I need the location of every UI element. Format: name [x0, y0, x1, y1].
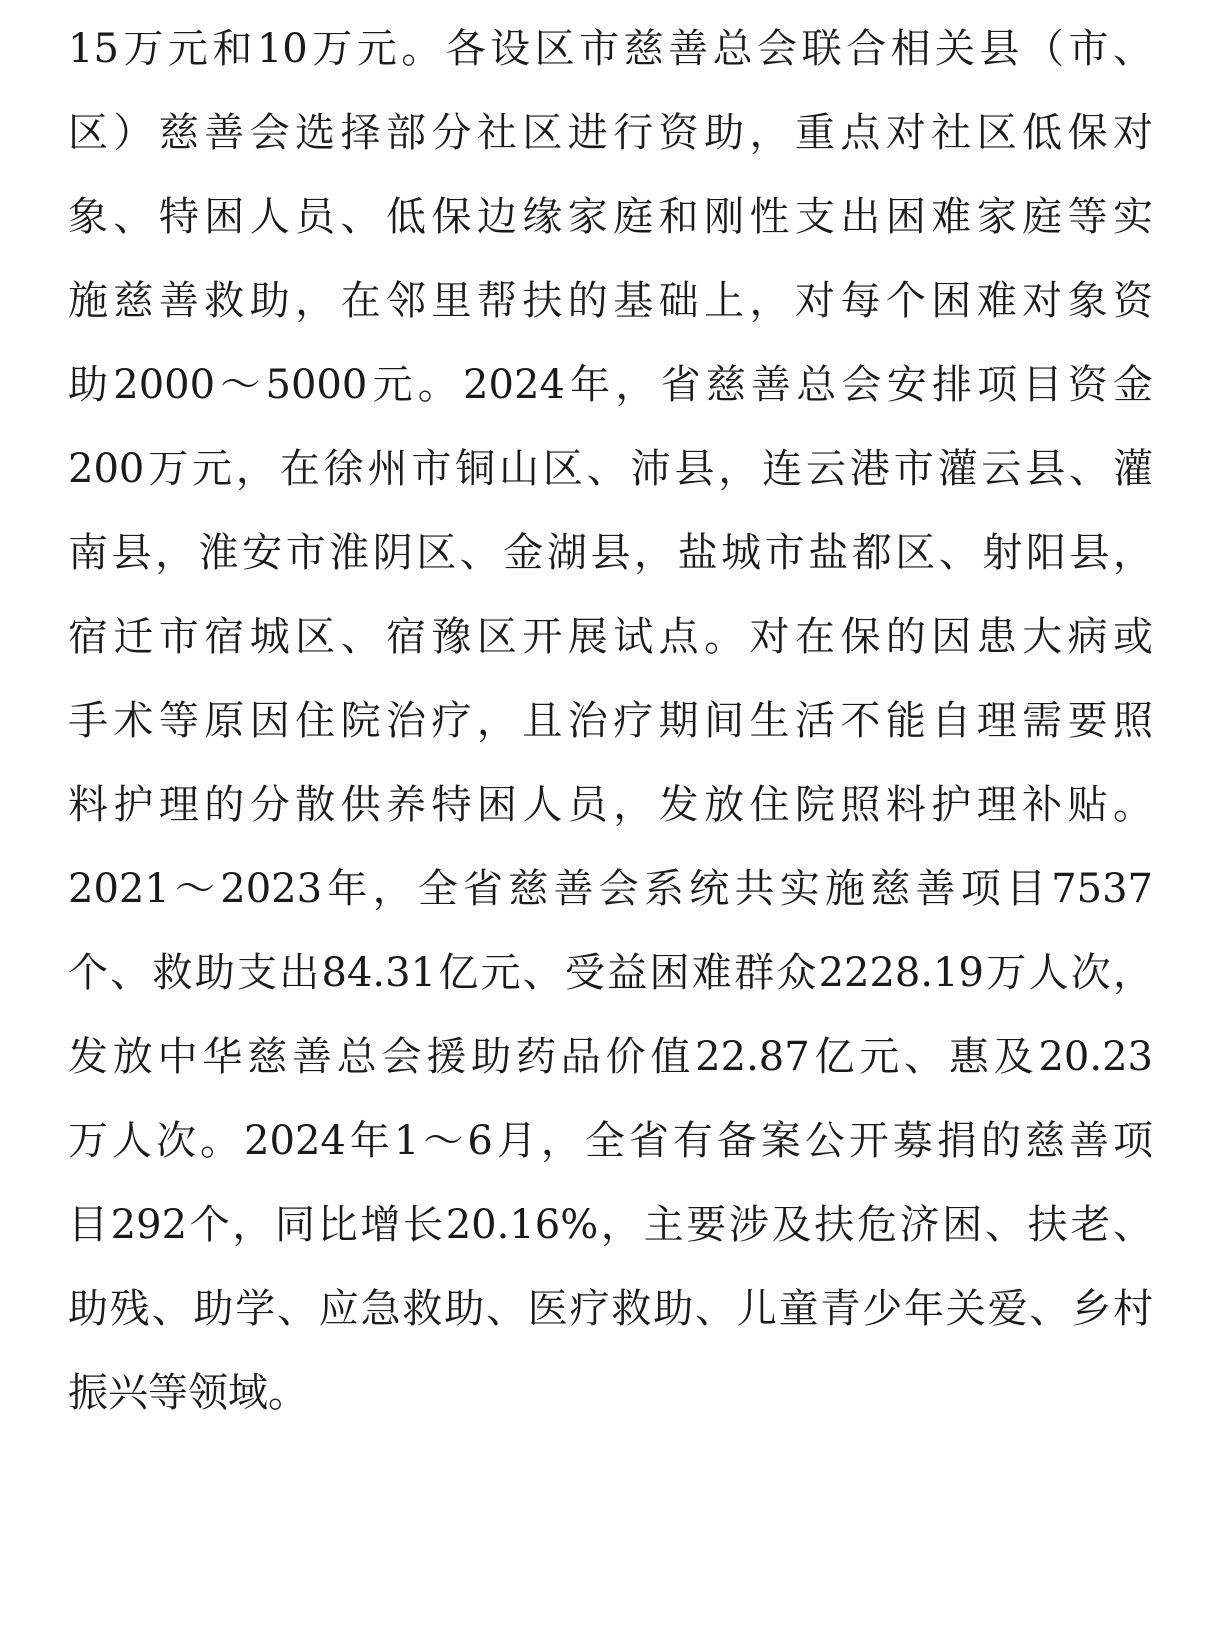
text-line: 施慈善救助，在邻里帮扶的基础上，对每个困难对象资: [68, 278, 1153, 324]
text-line: 助残、助学、应急救助、医疗救助、儿童青少年关爱、乡村: [68, 1286, 1153, 1332]
text-line: 目292个，同比增长20.16%，主要涉及扶危济困、扶老、: [68, 1202, 1153, 1248]
text-line: 料护理的分散供养特困人员，发放住院照料护理补贴。: [68, 782, 1153, 828]
text-line: 手术等原因住院治疗，且治疗期间生活不能自理需要照: [68, 698, 1153, 744]
text-line: 个、救助支出84.31亿元、受益困难群众2228.19万人次，: [68, 950, 1153, 996]
text-line: 发放中华慈善总会援助药品价值22.87亿元、惠及20.23: [68, 1034, 1153, 1080]
text-line: 200万元，在徐州市铜山区、沛县，连云港市灌云县、灌: [68, 446, 1153, 492]
text-line: 象、特困人员、低保边缘家庭和刚性支出困难家庭等实: [68, 194, 1153, 240]
text-line: 2021～2023年，全省慈善会系统共实施慈善项目7537: [68, 866, 1153, 912]
text-line: 区）慈善会选择部分社区进行资助，重点对社区低保对: [68, 110, 1153, 156]
text-line: 振兴等领域。: [68, 1370, 308, 1416]
text-line: 助2000～5000元。2024年，省慈善总会安排项目资金: [68, 362, 1153, 408]
text-line: 南县，淮安市淮阴区、金湖县，盐城市盐都区、射阳县，: [68, 530, 1153, 576]
text-line: 万人次。2024年1～6月，全省有备案公开募捐的慈善项: [68, 1118, 1153, 1164]
text-line: 宿迁市宿城区、宿豫区开展试点。对在保的因患大病或: [68, 614, 1153, 660]
text-line: 15万元和10万元。各设区市慈善总会联合相关县（市、: [68, 26, 1153, 72]
